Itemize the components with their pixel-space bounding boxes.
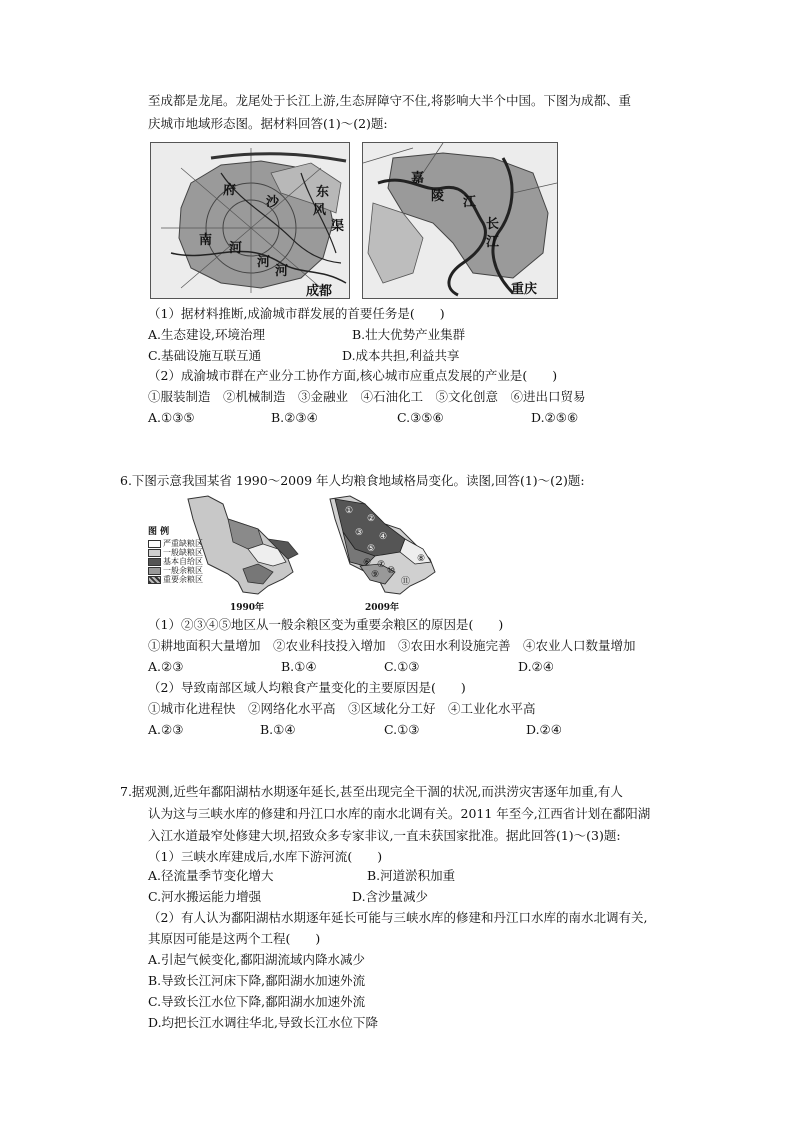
q6-sub2-stem: （2）导致南部区域人均粮食产量变化的主要原因是( ) bbox=[148, 680, 466, 695]
chengdu-label-feng: 风 bbox=[313, 203, 327, 218]
chengdu-label-he1: 河 bbox=[229, 241, 243, 256]
map-2009-region-11: ⑪ bbox=[401, 577, 411, 587]
q5-sub1-option-c[interactable]: C.基础设施互联互通 bbox=[148, 348, 262, 363]
q7-sub1-option-b[interactable]: B.河道淤积加重 bbox=[367, 868, 456, 883]
q5-sub2-option-b[interactable]: B.②③④ bbox=[271, 410, 318, 425]
q5-sub2-options bbox=[148, 409, 648, 427]
q6-sub1-stem: （1）②③④⑤地区从一般余粮区变为重要余粮区的原因是( ) bbox=[148, 617, 504, 632]
q5-sub1-option-a[interactable]: A.生态建设,环境治理 bbox=[148, 327, 265, 342]
q6-sub2-items: ①城市化进程快 ②网络化水平高 ③区域化分工好 ④工业化水平高 bbox=[148, 701, 536, 716]
chongqing-label-ling: 陵 bbox=[431, 189, 445, 204]
q7-stem-line2: 认为这与三峡水库的修建和丹江口水库的南水北调有关。2011 年至今,江西省计划在鄱阳湖 bbox=[148, 806, 651, 821]
chongqing-label-chang: 长 bbox=[486, 217, 500, 232]
map-1990-caption: 1990年 bbox=[230, 603, 265, 613]
map-2009-region-7: ⑦ bbox=[377, 560, 386, 570]
legend-label-1: 严重缺粮区 bbox=[163, 539, 203, 548]
q6-sub1-option-c[interactable]: C.①③ bbox=[384, 659, 420, 674]
q7-sub2-option-b[interactable]: B.导致长江河床下降,鄱阳湖水加速外流 bbox=[148, 973, 366, 988]
legend-swatch-5 bbox=[148, 576, 161, 584]
map-2009-region-3: ③ bbox=[355, 528, 364, 538]
map-2009-region-2: ② bbox=[367, 514, 376, 524]
q5-sub1-stem: （1）据材料推断,成渝城市群发展的首要任务是( ) bbox=[148, 306, 445, 321]
q6-sub2-option-c[interactable]: C.①③ bbox=[384, 722, 420, 737]
q7-stem-line1: 7.据观测,近些年鄱阳湖枯水期逐年延长,甚至出现完全干涸的状况,而洪涝灾害逐年加重,有人 bbox=[120, 784, 623, 799]
chengdu-label-dong: 东 bbox=[316, 185, 330, 200]
grain-map-1990 bbox=[148, 494, 308, 614]
q7-sub1-option-d[interactable]: D.含沙量减少 bbox=[352, 889, 429, 904]
legend-item-5 bbox=[148, 574, 203, 585]
grain-map-2009 bbox=[305, 494, 445, 614]
q5-sub1-option-d[interactable]: D.成本共担,利益共享 bbox=[342, 348, 460, 363]
chongqing-city-name: 重庆 bbox=[511, 282, 538, 297]
q7-sub1-options-row1 bbox=[148, 867, 648, 885]
q5-sub2-stem: （2）成渝城市群在产业分工协作方面,核心城市应重点发展的产业是( ) bbox=[148, 368, 558, 383]
legend-label-4: 一般余粮区 bbox=[163, 566, 203, 575]
q7-sub2-option-a[interactable]: A.引起气候变化,鄱阳湖流域内降水减少 bbox=[148, 952, 365, 967]
q6-sub1-options bbox=[148, 658, 648, 676]
q6-sub1-option-b[interactable]: B.①④ bbox=[281, 659, 317, 674]
chengdu-map bbox=[150, 142, 350, 299]
chengdu-label-nan: 南 bbox=[199, 233, 213, 248]
q5-sub1-options-row1 bbox=[148, 326, 648, 344]
q5-intro-line1: 至成都是龙尾。龙尾处于长江上游,生态屏障守不住,将影响大半个中国。下图为成都、重 bbox=[148, 93, 631, 108]
q5-sub2-option-c[interactable]: C.③⑤⑥ bbox=[397, 410, 444, 425]
q5-sub2-option-a[interactable]: A.①③⑤ bbox=[148, 410, 195, 425]
q7-sub1-option-c[interactable]: C.河水搬运能力增强 bbox=[148, 889, 262, 904]
legend-label-3: 基本自给区 bbox=[163, 557, 203, 566]
q5-sub1-options-row2 bbox=[148, 347, 648, 365]
legend-title: 图 例 bbox=[148, 527, 170, 537]
legend-label-2: 一般缺粮区 bbox=[163, 548, 203, 557]
q5-intro-line2: 庆城市地域形态图。据材料回答(1)～(2)题: bbox=[148, 116, 388, 131]
chengdu-map-drawing bbox=[151, 143, 349, 298]
map-2009-region-1: ① bbox=[345, 506, 354, 516]
q6-sub2-option-a[interactable]: A.②③ bbox=[148, 722, 184, 737]
q7-sub1-option-a[interactable]: A.径流量季节变化增大 bbox=[148, 868, 274, 883]
chongqing-label-jia: 嘉 bbox=[411, 171, 425, 186]
chengdu-label-fu: 府 bbox=[223, 183, 237, 198]
q5-sub2-items: ①服装制造 ②机械制造 ③金融业 ④石油化工 ⑤文化创意 ⑥进出口贸易 bbox=[148, 389, 586, 404]
chengdu-label-he2: 河 bbox=[257, 255, 271, 270]
q6-sub1-option-d[interactable]: D.②④ bbox=[518, 659, 554, 674]
q6-sub2-option-d[interactable]: D.②④ bbox=[526, 722, 562, 737]
map-2009-caption: 2009年 bbox=[365, 603, 400, 613]
q5-sub2-option-d[interactable]: D.②⑤⑥ bbox=[531, 410, 579, 425]
chengdu-label-he3: 河 bbox=[275, 264, 289, 279]
q6-sub2-option-b[interactable]: B.①④ bbox=[260, 722, 296, 737]
q6-sub1-items: ①耕地面积大量增加 ②农业科技投入增加 ③农田水利设施完善 ④农业人口数量增加 bbox=[148, 638, 636, 653]
chengdu-label-qu: 渠 bbox=[331, 219, 345, 234]
q7-sub1-stem: （1）三峡水库建成后,水库下游河流( ) bbox=[148, 849, 383, 864]
chengdu-city-name: 成都 bbox=[306, 284, 333, 299]
map-2009-region-10: ⑩ bbox=[387, 566, 396, 576]
chongqing-map-drawing bbox=[363, 143, 557, 298]
q5-sub1-option-b[interactable]: B.壮大优势产业集群 bbox=[352, 327, 466, 342]
map-2009-region-6: ⑥ bbox=[363, 558, 372, 568]
q6-sub1-option-a[interactable]: A.②③ bbox=[148, 659, 184, 674]
legend-label-5: 重要余粮区 bbox=[163, 575, 203, 584]
q7-sub2-stem-line2: 其原因可能是这两个工程( ) bbox=[148, 931, 321, 946]
chongqing-label-jiang1: 江 bbox=[463, 195, 477, 210]
chongqing-label-jiang2: 江 bbox=[486, 235, 500, 250]
map-2009-region-5: ⑤ bbox=[367, 544, 376, 554]
q7-sub1-options-row2 bbox=[148, 888, 648, 906]
q6-stem: 6.下图示意我国某省 1990～2009 年人均粮食地域格局变化。读图,回答(1)～(2)题: bbox=[120, 473, 585, 488]
map-2009-region-8: ⑧ bbox=[417, 554, 426, 564]
chengdu-label-sha: 沙 bbox=[266, 195, 280, 210]
chongqing-map bbox=[362, 142, 558, 299]
map-2009-region-4: ④ bbox=[379, 532, 388, 542]
q7-stem-line3: 入江水道最窄处修建大坝,招致众多专家非议,一直未获国家批准。据此回答(1)～(3)题: bbox=[148, 828, 621, 843]
map-2009-region-9: ⑨ bbox=[371, 570, 380, 580]
q7-sub2-stem-line1: （2）有人认为鄱阳湖枯水期逐年延长可能与三峡水库的修建和丹江口水库的南水北调有关, bbox=[148, 910, 648, 925]
q7-sub2-option-c[interactable]: C.导致长江水位下降,鄱阳湖水加速外流 bbox=[148, 994, 366, 1009]
q7-sub2-option-d[interactable]: D.均把长江水调往华北,导致长江水位下降 bbox=[148, 1015, 379, 1030]
q6-sub2-options bbox=[148, 721, 648, 739]
